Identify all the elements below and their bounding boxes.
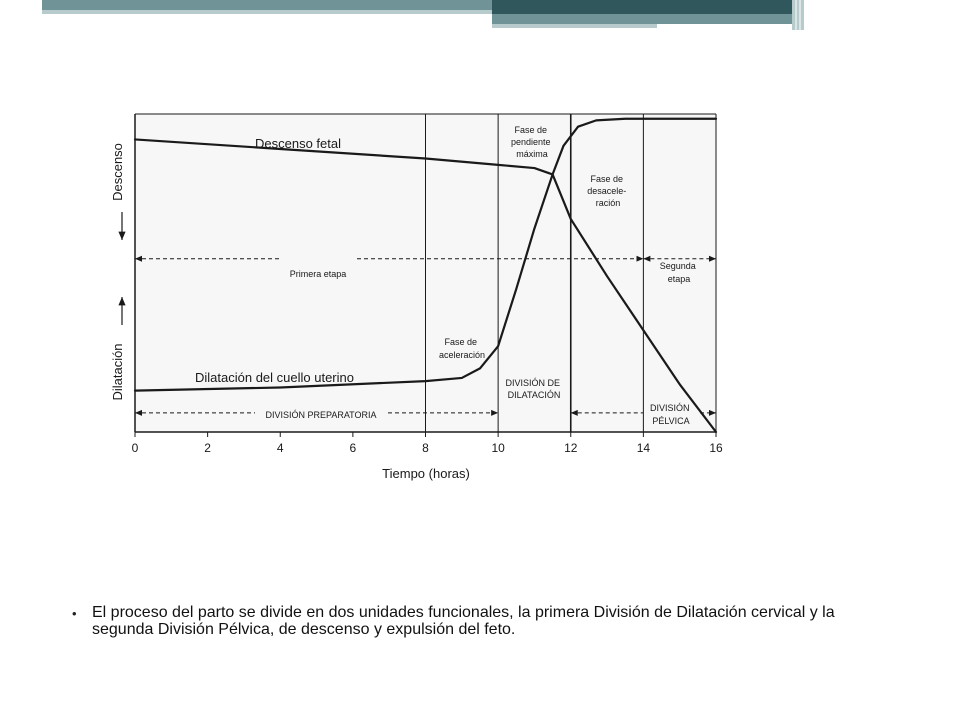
deco-bar-left bbox=[42, 0, 492, 10]
deco-bar-right bbox=[492, 0, 792, 14]
division-preparatoria-label: DIVISIÓN PREPARATORIA bbox=[265, 410, 377, 420]
deco-bar-right-light bbox=[492, 24, 657, 28]
fase-aceleracion-label: Fase de aceleración bbox=[438, 337, 486, 360]
division-pelvica-label: DIVISIÓN PÉLVICA bbox=[649, 403, 690, 426]
x-tick-label-6: 6 bbox=[349, 441, 357, 455]
descenso-fetal-label: Descenso fetal bbox=[255, 136, 341, 151]
header-decoration bbox=[0, 0, 960, 40]
x-tick-label-8: 8 bbox=[422, 441, 429, 455]
fase-desaceleracion-label: Fase de desacele- ración bbox=[587, 174, 627, 208]
dilatacion-cuello-label: Dilatación del cuello uterino bbox=[195, 370, 354, 385]
deco-end-block bbox=[792, 0, 804, 30]
x-tick-label-0: 0 bbox=[131, 441, 139, 455]
primera-etapa-label: Primera etapa bbox=[289, 269, 347, 279]
deco-bar-left-light bbox=[42, 10, 492, 14]
bullet-text: El proceso del parto se divide en dos unidades funcionales, la primera División de Dilatación cervical y la segunda División Pélvica, de descenso y expulsión del feto. bbox=[92, 604, 835, 638]
x-tick-label-10: 10 bbox=[491, 441, 505, 455]
x-tick-labels bbox=[132, 441, 723, 455]
bullet-dot-icon: • bbox=[72, 606, 77, 621]
labor-curve-figure bbox=[100, 100, 740, 500]
fase-pendiente-label: Fase de pendiente máxima bbox=[510, 125, 551, 159]
x-tick-label-2: 2 bbox=[204, 441, 211, 455]
x-tick-label-16: 16 bbox=[709, 441, 723, 455]
deco-bar-right-mid bbox=[492, 14, 792, 24]
labor-curve-chart bbox=[100, 100, 740, 500]
y-axis-title-dilatacion: Dilatación bbox=[110, 343, 125, 401]
x-tick-label-4: 4 bbox=[276, 441, 284, 455]
x-tick-label-14: 14 bbox=[636, 441, 651, 455]
division-dilatacion-label: DIVISIÓN DE DILATACIÓN bbox=[505, 378, 561, 400]
y-axis-title-descenso: Descenso bbox=[110, 143, 125, 201]
segunda-etapa-label: Segunda etapa bbox=[659, 261, 696, 284]
x-axis-title: Tiempo (horas) bbox=[382, 466, 470, 481]
x-tick-label-12: 12 bbox=[564, 441, 578, 455]
